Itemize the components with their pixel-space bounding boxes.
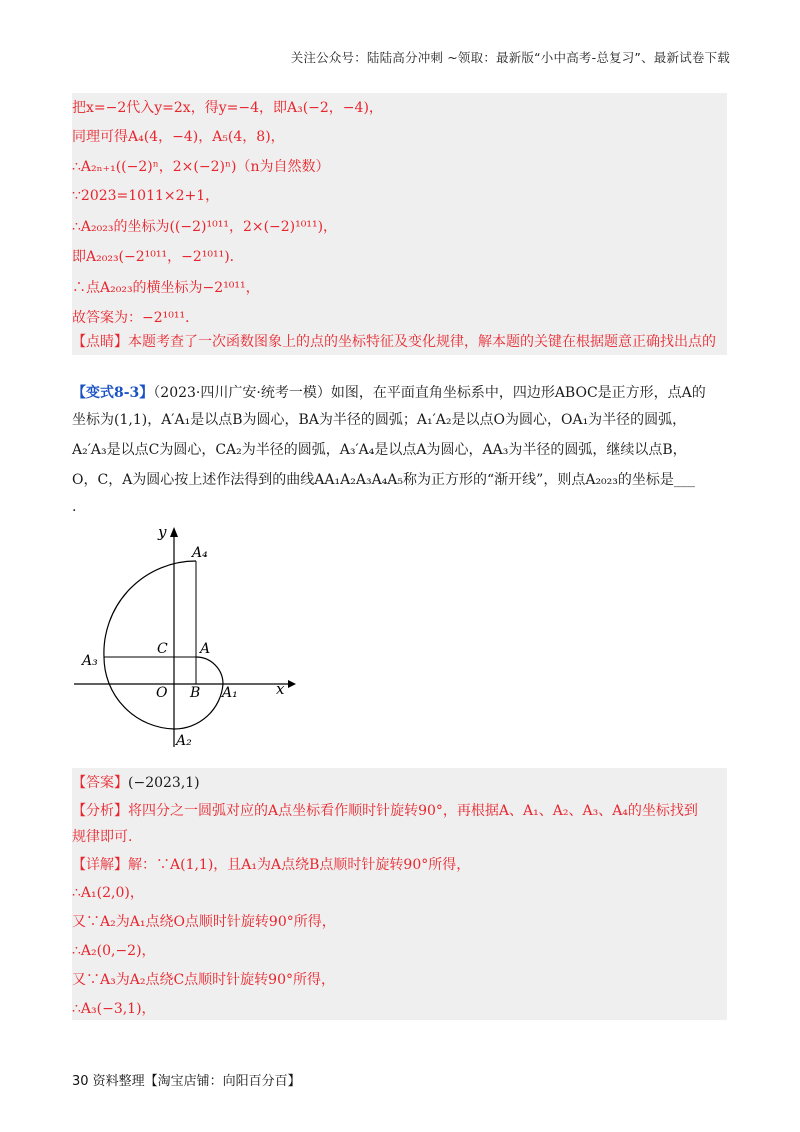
involute-figure <box>60 515 300 755</box>
solution-line: ∴A₂ₙ₊₁((−2)ⁿ，2×(−2)ⁿ)（n为自然数） <box>72 159 330 175</box>
detail-line: ∴A₁(2,0)， <box>72 885 144 901</box>
problem-label: 【变式8-3】 <box>72 385 154 401</box>
detail-line: ∴A₂(0,−2)， <box>72 943 156 959</box>
analysis-text: 将四分之一圆弧对应的A点坐标看作顺时针旋转90°，再根据A、A₁、A₂、A₃、A₄的坐标找到 <box>128 803 698 819</box>
solution-line: 把x=−2代入y=2x，得y=−4，即A₃(−2，−4)， <box>72 100 383 116</box>
label-C: C <box>157 641 168 657</box>
detail-text: 解：∵A(1,1)，且A₁为A点绕B点顺时针旋转90°所得， <box>128 857 471 873</box>
answer-label: 【答案】 <box>72 775 128 791</box>
comment-line <box>72 332 716 352</box>
answer-line <box>72 773 200 793</box>
y-axis-label: y <box>158 523 167 541</box>
page-header: 关注公众号：陆陆高分冲刺 ~领取：最新版“小中高考-总复习”、最新试卷下载 <box>290 50 730 65</box>
solution-line: 即A₂₀₂₃(−2¹⁰¹¹，−2¹⁰¹¹)． <box>72 249 244 265</box>
x-axis-label: x <box>276 680 285 698</box>
solution-line: ∴点A₂₀₂₃的横坐标为−2¹⁰¹¹， <box>72 280 260 296</box>
problem-line <box>72 383 706 403</box>
label-A4: A₄ <box>192 545 208 561</box>
detail-label: 【详解】 <box>72 857 128 873</box>
detail-line: 又∵A₂为A₁点绕O点顺时针旋转90°所得， <box>72 914 336 930</box>
label-B: B <box>190 685 201 701</box>
page-footer: 30 资料整理【淘宝店铺：向阳百分百】 <box>72 1074 301 1089</box>
label-A3: A₃ <box>82 653 98 669</box>
label-A2: A₂ <box>176 733 192 749</box>
label-A: A <box>200 641 211 657</box>
solution-line: 同理可得A₄(4，−4)，A₅(4，8)， <box>72 129 285 145</box>
problem-line: O，C，A为圆心按上述作法得到的曲线AA₁A₂A₃A₄A₅称为正方形的“渐开线”，则点A₂₀₂₃的坐标是___ <box>72 472 695 488</box>
problem-line: . <box>72 499 77 515</box>
label-O: O <box>156 685 168 701</box>
problem-line: A₂′A₃是以点C为圆心，CA₂为半径的圆弧，A₃′A₄是以点A为圆心，AA₃为半径的圆弧，继续以点B， <box>72 442 687 458</box>
label-A1: A₁ <box>222 685 238 701</box>
analysis-line: 规律即可. <box>72 829 133 845</box>
detail-line <box>72 855 470 875</box>
answer-value: (−2023,1) <box>128 775 200 791</box>
analysis-line <box>72 801 698 821</box>
problem-text: （2023·四川广安·统考一模）如图，在平面直角坐标系中，四边形ABOC是正方形，点A的 <box>153 385 706 401</box>
detail-line: ∴A₃(−3,1)， <box>72 1001 156 1017</box>
analysis-label: 【分析】 <box>72 803 128 819</box>
solution-line: ∴A₂₀₂₃的坐标为((−2)¹⁰¹¹，2×(−2)¹⁰¹¹)， <box>72 219 338 235</box>
comment-label: 【点睛】 <box>72 334 128 350</box>
solution-line: ∵2023=1011×2+1， <box>72 188 220 204</box>
detail-line: 又∵A₃为A₂点绕C点顺时针旋转90°所得， <box>72 972 335 988</box>
comment-text: 本题考查了一次函数图象上的点的坐标特征及变化规律，解本题的关键在根据题意正确找出点的 <box>128 334 716 350</box>
problem-line: 坐标为(1,1)，A′A₁是以点B为圆心，BA为半径的圆弧；A₁′A₂是以点O为圆心，OA₁为半径的圆弧， <box>72 412 687 428</box>
solution-line: 故答案为：−2¹⁰¹¹． <box>72 310 200 326</box>
